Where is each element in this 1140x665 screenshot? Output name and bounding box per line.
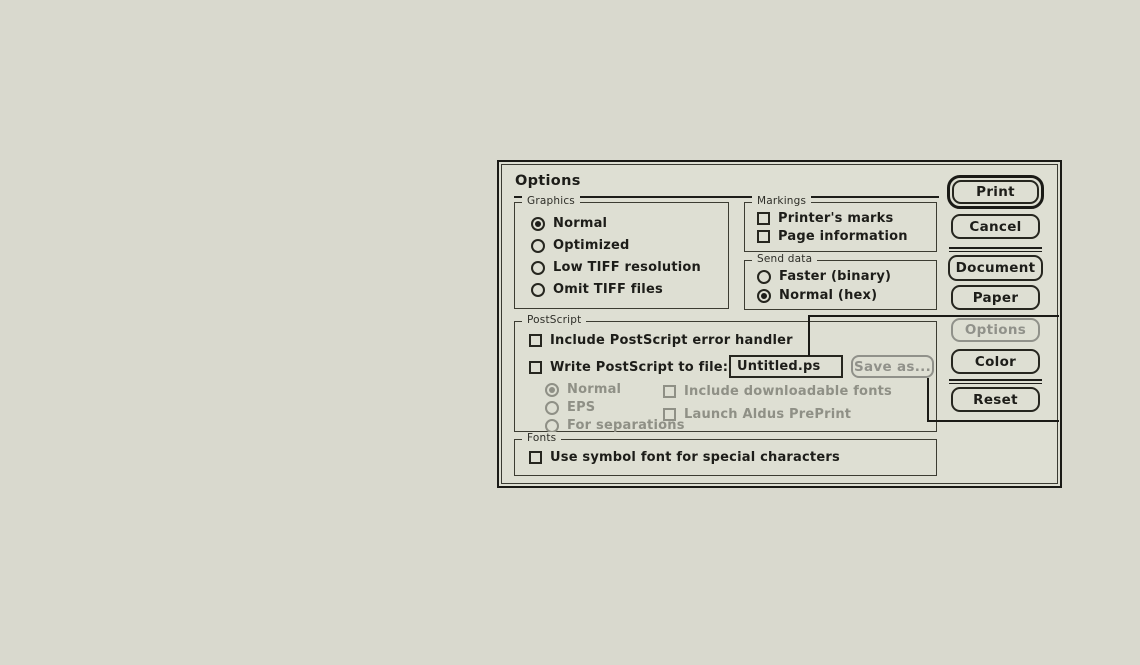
checkbox-label: Write PostScript to file: xyxy=(550,360,729,375)
radio-label: Omit TIFF files xyxy=(553,282,663,297)
button-separator xyxy=(949,379,1042,384)
radio-on-icon xyxy=(545,383,559,397)
checkbox-include-downloadable-fonts xyxy=(663,384,892,399)
callout-line-top-vertical xyxy=(808,315,810,356)
save-as-button xyxy=(851,355,934,378)
checkbox-icon xyxy=(757,230,770,243)
paper-button[interactable] xyxy=(951,285,1040,310)
checkbox-icon xyxy=(529,451,542,464)
checkbox-icon xyxy=(663,408,676,421)
checkbox-icon xyxy=(529,361,542,374)
save-as-label: Save as... xyxy=(853,358,932,375)
radio-label: EPS xyxy=(567,400,596,415)
document-label: Document xyxy=(955,260,1036,276)
markings-group xyxy=(744,195,937,252)
checkbox-printers-marks[interactable] xyxy=(757,211,893,226)
radio-graphics-omit-tiff[interactable] xyxy=(531,282,663,297)
checkbox-launch-aldus-preprint xyxy=(663,407,851,422)
checkbox-icon xyxy=(663,385,676,398)
checkbox-label: Launch Aldus PrePrint xyxy=(684,407,852,422)
radio-label: For separations xyxy=(567,418,685,433)
checkbox-icon xyxy=(757,212,770,225)
radio-label: Normal (hex) xyxy=(779,288,878,303)
radio-off-icon xyxy=(531,283,545,297)
radio-faster-binary[interactable] xyxy=(757,269,891,284)
print-button[interactable] xyxy=(952,180,1039,204)
radio-graphics-normal[interactable] xyxy=(531,216,607,231)
cancel-label: Cancel xyxy=(969,218,1022,235)
checkbox-label: Include downloadable fonts xyxy=(684,384,892,399)
radio-label: Normal xyxy=(553,216,608,231)
options-button xyxy=(951,318,1040,342)
cancel-button[interactable] xyxy=(951,214,1040,239)
radio-label: Normal xyxy=(567,382,622,397)
document-button[interactable] xyxy=(948,255,1043,281)
checkbox-label: Page information xyxy=(778,229,908,244)
radio-graphics-low-tiff[interactable] xyxy=(531,260,701,275)
radio-on-icon xyxy=(757,289,771,303)
checkbox-write-ps-to-file[interactable] xyxy=(529,360,728,375)
send-data-group-label: Send data xyxy=(752,253,817,265)
callout-line-bottom-horizontal xyxy=(927,420,1059,422)
radio-ps-format-eps xyxy=(545,400,595,415)
ps-filename-value: Untitled.ps xyxy=(737,359,821,374)
checkbox-symbol-font[interactable] xyxy=(529,450,840,465)
reset-label: Reset xyxy=(973,391,1018,408)
reset-button[interactable] xyxy=(951,387,1040,412)
radio-label: Faster (binary) xyxy=(779,269,892,284)
checkbox-label: Include PostScript error handler xyxy=(550,333,793,348)
checkbox-icon xyxy=(529,334,542,347)
fonts-group xyxy=(514,432,937,476)
send-data-group xyxy=(744,253,937,310)
paper-label: Paper xyxy=(972,289,1019,306)
radio-label: Low TIFF resolution xyxy=(553,260,702,275)
callout-line-top-horizontal xyxy=(808,315,1059,317)
radio-label: Optimized xyxy=(553,238,630,253)
checkbox-label: Use symbol font for special characters xyxy=(550,450,840,465)
postscript-group-label: PostScript xyxy=(522,314,586,326)
color-button[interactable] xyxy=(951,349,1040,374)
radio-off-icon xyxy=(531,261,545,275)
dialog-title: Options xyxy=(515,173,581,189)
print-default-ring xyxy=(947,175,1044,209)
radio-graphics-optimized[interactable] xyxy=(531,238,630,253)
checkbox-label: Printer's marks xyxy=(778,211,894,226)
radio-on-icon xyxy=(531,217,545,231)
radio-ps-format-normal xyxy=(545,382,621,397)
button-separator xyxy=(949,247,1042,252)
color-label: Color xyxy=(974,353,1017,370)
print-label: Print xyxy=(976,184,1015,200)
radio-normal-hex[interactable] xyxy=(757,288,877,303)
graphics-group xyxy=(514,195,729,309)
callout-line-bottom-vertical xyxy=(927,378,929,422)
markings-group-label: Markings xyxy=(752,195,811,207)
radio-off-icon xyxy=(757,270,771,284)
graphics-group-label: Graphics xyxy=(522,195,580,207)
checkbox-page-information[interactable] xyxy=(757,229,908,244)
fonts-group-label: Fonts xyxy=(522,432,561,444)
ps-filename-field[interactable] xyxy=(729,355,843,378)
radio-off-icon xyxy=(531,239,545,253)
radio-off-icon xyxy=(545,419,559,433)
options-label: Options xyxy=(964,322,1027,338)
checkbox-ps-error-handler[interactable] xyxy=(529,333,793,348)
print-options-dialog xyxy=(497,160,1062,488)
radio-off-icon xyxy=(545,401,559,415)
